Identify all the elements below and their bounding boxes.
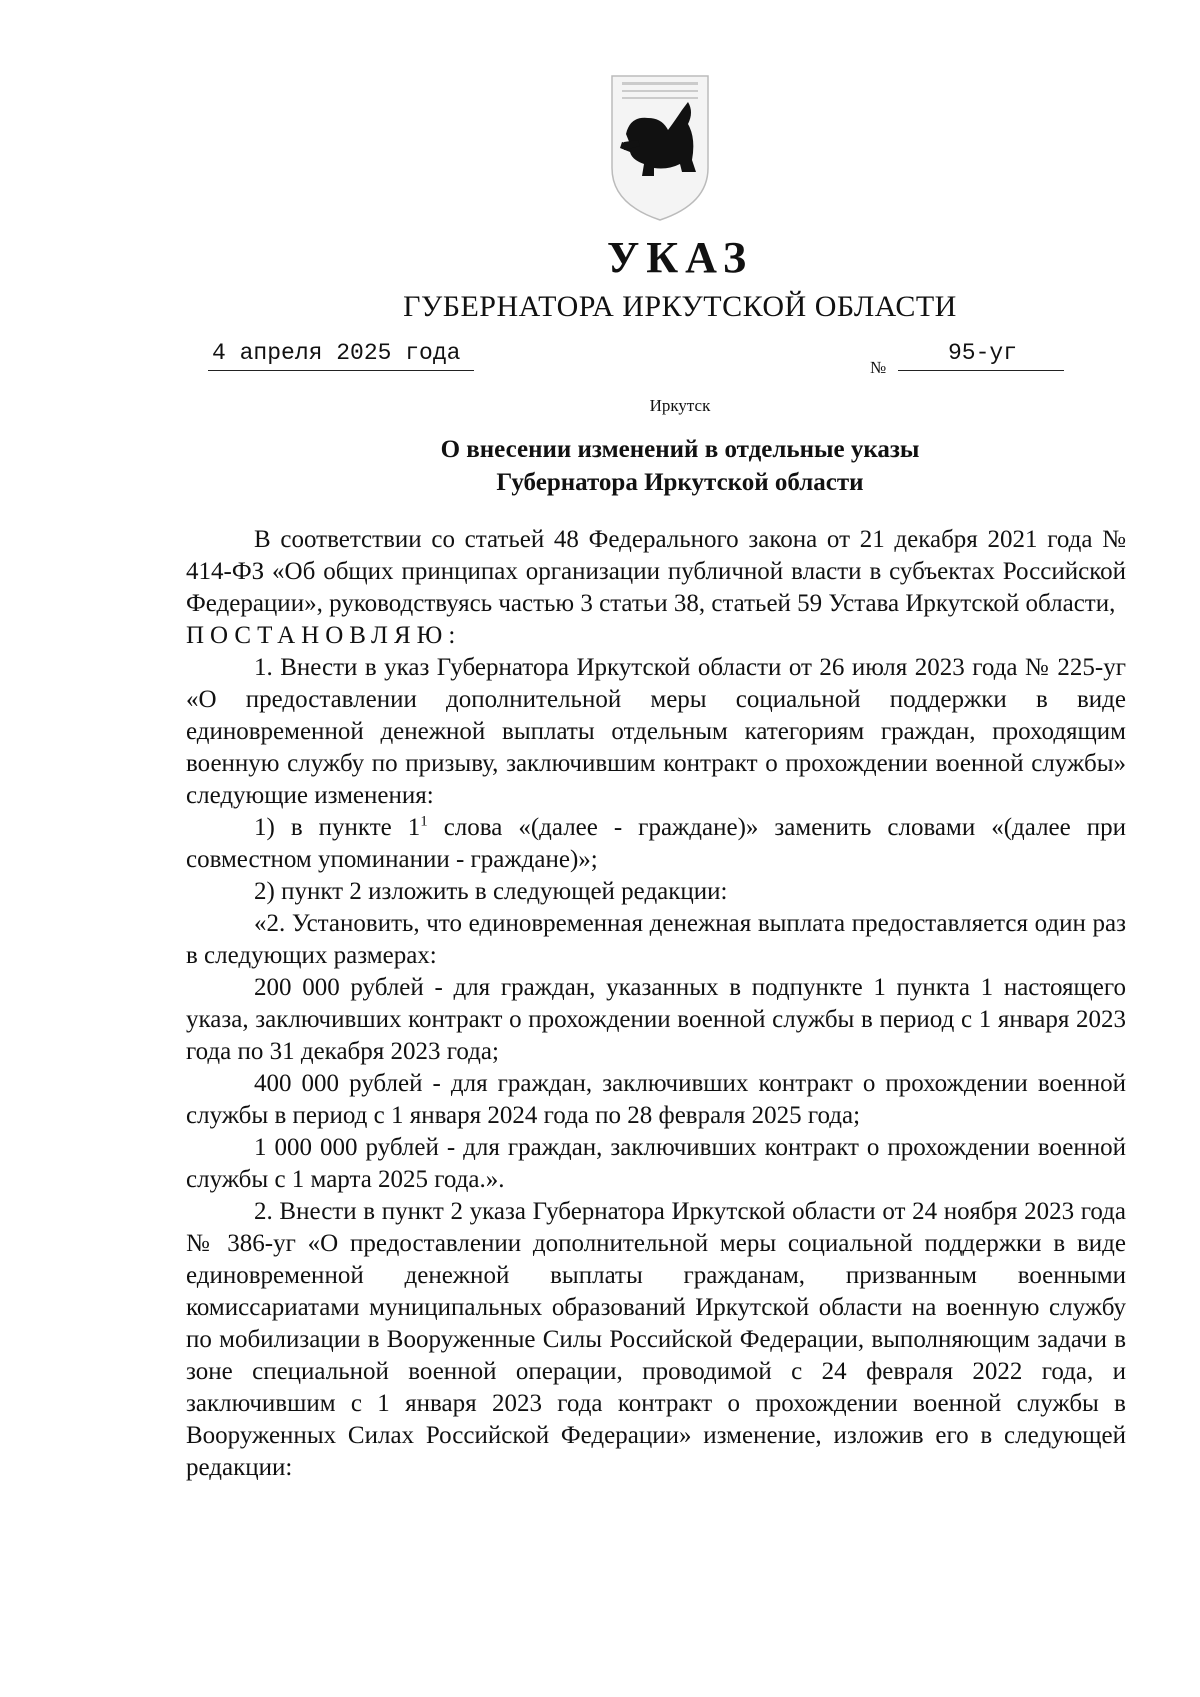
number-label: №: [870, 358, 887, 377]
paragraph: В соответствии со статьей 48 Федерального закона от 21 декабря 2021 года № 414-ФЗ «Об общих принципах организации публичной власти в субъектах Российской Федерации», руководствуясь частью 3 статьи 38, статьей 59 Устава Иркутской области,: [186, 526, 1126, 617]
number-field: 95-уг: [898, 340, 1064, 371]
paragraph-text: слова «(далее - граждане)» заменить словами «(далее при совместном упоминании - граждане)»;: [186, 814, 1126, 873]
date-field: 4 апреля 2025 года: [208, 340, 474, 371]
paragraph: 2. Внести в пункт 2 указа Губернатора Иркутской области от 24 ноября 2023 года № 386-уг «О предоставлении дополнительной меры социальной поддержки в виде единовременной денежной выплаты гражданам, призванным военными комиссариатами муниципальных образований Иркутской области на военную службу по мобилизации в Вооруженные Силы Российской Федерации, выполняющим задачи в зоне специальной военной операции, проводимой с 24 февраля 2022 года, и заключившим с 1 января 2023 года контракт о прохождении военной службы в Вооруженных Силах Российской Федерации» изменение, изложив его в следующей редакции:: [186, 1198, 1126, 1481]
paragraph: «2. Установить, что единовременная денежная выплата предоставляется один раз в следующих размерах:: [186, 910, 1126, 969]
paragraph-text: 1) в пункте 1: [254, 814, 421, 841]
heading-line: Губернатора Иркутской области: [496, 469, 864, 496]
paragraph: 400 000 рублей - для граждан, заключивших контракт о прохождении военной службы в период с 1 января 2024 года по 28 февраля 2025 года;: [186, 1070, 1126, 1129]
document-title: УКАЗ: [606, 233, 754, 282]
heading-line: О внесении изменений в отдельные указы: [440, 436, 920, 463]
city-label: Иркутск: [649, 396, 711, 415]
paragraph: 2) пункт 2 изложить в следующей редакции:: [254, 878, 728, 905]
document-subtitle: ГУБЕРНАТОРА ИРКУТСКОЙ ОБЛАСТИ: [403, 290, 957, 323]
paragraph: 1 000 000 рублей - для граждан, заключивших контракт о прохождении военной службы с 1 марта 2025 года.».: [186, 1134, 1126, 1193]
coat-of-arms-icon: [608, 72, 712, 224]
decree-word: ПОСТАНОВЛЯЮ:: [186, 622, 462, 649]
paragraph: 200 000 рублей - для граждан, указанных в подпункте 1 пункта 1 настоящего указа, заключивших контракт о прохождении военной службы в период с 1 января 2023 года по 31 декабря 2023 года;: [186, 974, 1126, 1065]
document-heading: [0, 433, 1200, 499]
paragraph: [186, 812, 1126, 876]
superscript: 1: [420, 813, 428, 830]
document-body: [186, 524, 1126, 1484]
paragraph: 1. Внести в указ Губернатора Иркутской области от 26 июля 2023 года № 225-уг «О предоставлении дополнительной меры социальной поддержки в виде единовременной денежной выплаты отдельным категориям граждан, проходящим военную службу по призыву, заключившим контракт о прохождении военной службы» следующие изменения:: [186, 654, 1126, 809]
